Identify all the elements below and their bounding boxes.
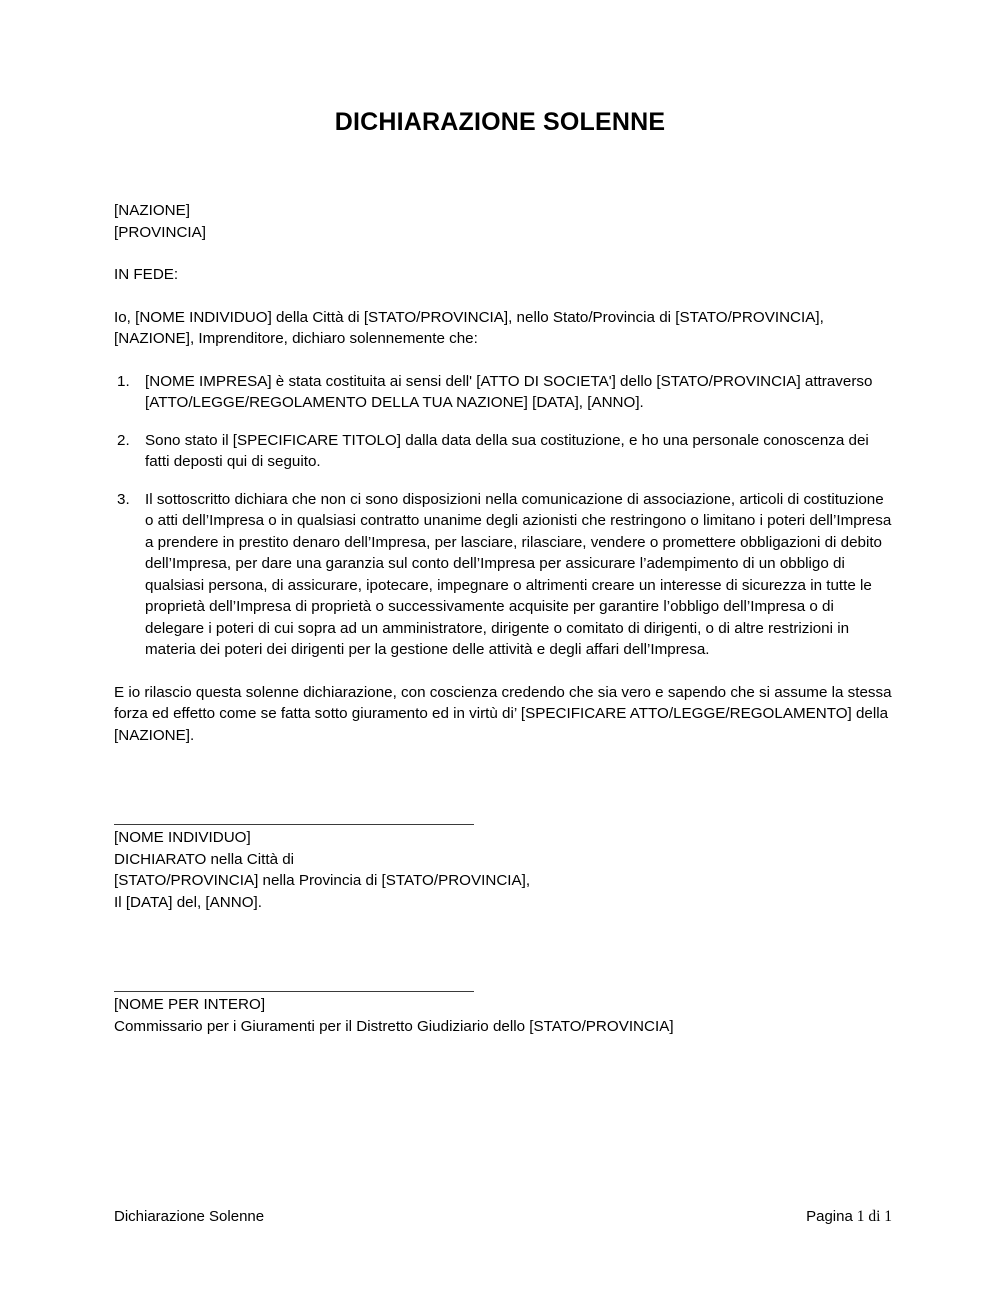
footer-page-label: Pagina (806, 1208, 853, 1225)
footer-page-total: 1 (884, 1208, 892, 1225)
spacer (114, 350, 892, 371)
signature-location: [STATO/PROVINCIA] nella Provincia di [STATO/PROVINCIA], (114, 872, 531, 889)
header-jurisdiction-block (114, 200, 892, 243)
spacer (114, 286, 892, 307)
footer-page-current: 1 (856, 1208, 865, 1225)
header-line-nazione: [NAZIONE] (114, 202, 190, 219)
list-item-text: Il sottoscritto dichiara che non ci sono disposizioni nella comunicazione di associazione, articoli di costituzione o atti dell’Impresa o in qualsiasi contratto unanime degli azionisti che restringono o limitano i poteri dell’Impresa a prendere in prestito denaro dell’Impresa, per lasciare, rilasciare, vendere o promettere obbligazioni di debito dell’Impresa, per dare una garanzia sul conto dell’Impresa per assicurare l’adempimento di un obbligo di qualsiasi persona, di assicurare, ipotecare, impegnare o altrimenti creare un interesse di sicurezza in tutte le proprietà dell’Impresa di proprietà o successivamente acquisite per garantire l’obbligo dell’Impresa o di delegare i poteri di cui sopra ad un amministratore, dirigente o comitato di dirigenti, o di altre restrizioni in materia dei poteri dei dirigenti per la gestione delle attività e degli affari dell’Impresa. (145, 490, 892, 658)
list-item (114, 489, 892, 661)
spacer (114, 746, 892, 824)
intro-paragraph: Io, [NOME INDIVIDUO] della Città di [STATO/PROVINCIA], nello Stato/Provincia di [STATO/PROVINCIA], [NAZIONE], Imprenditore, dichiaro solennemente che: (114, 308, 824, 347)
signature-details (114, 827, 892, 913)
signature-date: Il [DATA] del, [ANNO]. (114, 893, 262, 911)
signature-block-declarant (114, 824, 892, 913)
signature-details (114, 994, 892, 1037)
spacer (114, 243, 892, 264)
page-title: DICHIARAZIONE SOLENNE (334, 108, 666, 136)
list-item-number: 1. (117, 372, 130, 390)
commissioner-name: [NOME PER INTERO] (114, 996, 266, 1013)
signature-line (114, 991, 474, 992)
signature-block-commissioner (114, 991, 892, 1037)
page-footer (114, 1208, 892, 1226)
spacer (114, 913, 892, 991)
commissioner-title: Commissario per i Giuramenti per il Distretto Giudiziario dello [STATO/PROVINCIA] (114, 1017, 674, 1035)
signature-declared-at: DICHIARATO nella Città di (114, 850, 295, 868)
list-item-text: Sono stato il [SPECIFICARE TITOLO] dalla data della sua costituzione, e ho una personale conoscenza dei fatti deposti qui di seguito. (145, 431, 869, 470)
list-item (114, 430, 892, 473)
signature-line (114, 824, 474, 825)
list-item (114, 371, 892, 414)
signature-name: [NOME INDIVIDUO] (114, 829, 251, 846)
list-item-number: 2. (117, 431, 130, 449)
closing-paragraph: E io rilascio questa solenne dichiarazione, con coscienza credendo che sia vero e sapendo che si assume la stessa forza ed effetto come se fatta sotto giuramento ed in virtù di’ [SPECIFICARE ATTO/LEGGE/REGOLAMENTO] della [NAZIONE]. (114, 683, 892, 744)
document-body (114, 200, 892, 1037)
footer-page-separator: di (868, 1208, 881, 1225)
header-line-provincia: [PROVINCIA] (114, 223, 206, 241)
list-item-text: [NOME IMPRESA] è stata costituita ai sensi dell' [ATTO DI SOCIETA'] dello [STATO/PROVINCIA] attraverso [ATTO/LEGGE/REGOLAMENTO DELLA TUA NAZIONE] [DATA], [ANNO]. (145, 372, 873, 411)
spacer (114, 661, 892, 682)
declaration-list (114, 371, 892, 661)
attestation-label: IN FEDE: (114, 266, 179, 283)
footer-document-name: Dichiarazione Solenne (114, 1208, 265, 1225)
footer-page-number (806, 1208, 892, 1226)
list-item-number: 3. (117, 490, 130, 508)
